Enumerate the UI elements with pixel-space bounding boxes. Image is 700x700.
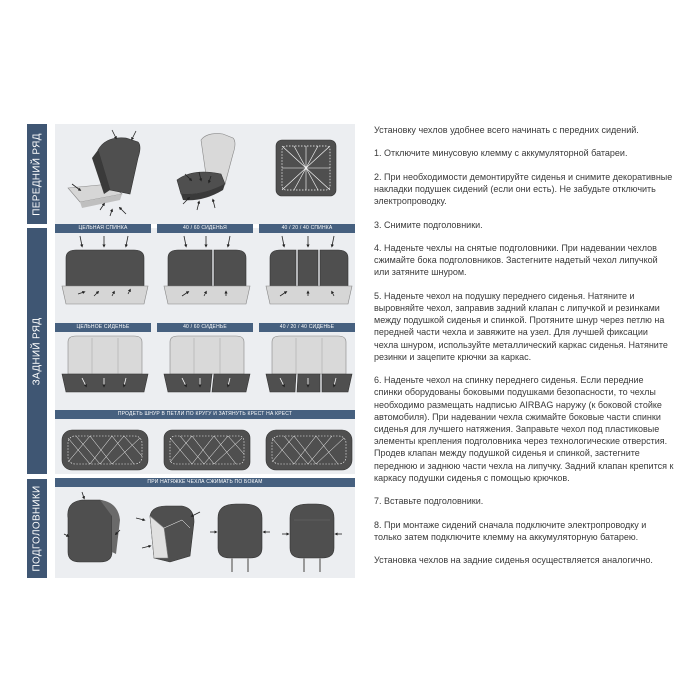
section-label-headrests xyxy=(27,479,47,578)
section-label-rear-row-text: ЗАДНИЙ РЯД xyxy=(31,317,43,385)
headrest-step-2-illustration xyxy=(134,498,206,574)
rear-solid-back-illustration xyxy=(58,232,152,320)
caption-front-4060: 40 / 60 СИДЕНЬЯ xyxy=(157,224,253,233)
section-label-front-row xyxy=(27,124,47,224)
caption-sides-tip: ПРИ НАТЯЖКЕ ЧЕХЛА СЖИМАТЬ ПО БОКАМ xyxy=(55,478,355,487)
instruction-intro: Установку чехлов удобнее всего начинать с передних сидений. xyxy=(374,125,639,135)
instruction-step-7: 7. Вставьте подголовники. xyxy=(374,496,484,507)
front-seat-402040-illustration xyxy=(268,132,346,210)
caption-rear-4060: 40 / 60 СИДЕНЬЕ xyxy=(157,323,253,332)
caption-rear-402040: 40 / 20 / 40 СИДЕНЬЕ xyxy=(259,323,355,332)
caption-cord-tip: ПРОДЕТЬ ШНУР В ПЕТЛИ ПО КРУГУ И ЗАТЯНУТЬ КРЕСТ НА КРЕСТ xyxy=(55,410,355,419)
front-seat-4060-illustration xyxy=(163,128,253,220)
instruction-step-5: 5. Наденьте чехол на подушку переднего сиденья. Натяните и выровняйте чехол, заправив задний клапан с липучкой и резинками между подушкой сиденья и спинкой. Протяните шнур через петлю на передней части чехла и завяжите на узел. Для лучшей фиксации чехла шнуром, используйте металлический каркас сиденья. Натяните резинки и зацепите крючки за каркас. xyxy=(374,290,668,362)
caption-front-solid: ЦЕЛЬНАЯ СПИНКА xyxy=(55,224,151,233)
section-label-headrests-text: ПОДГОЛОВНИКИ xyxy=(31,485,43,572)
caption-rear-solid: ЦЕЛЬНОЕ СИДЕНЬЕ xyxy=(55,323,151,332)
instruction-outro: Установка чехлов на задние сиденья осуществляется аналогично. xyxy=(374,555,653,566)
rear-4060-back-illustration xyxy=(160,232,254,320)
caption-front-402040: 40 / 20 / 40 СПИНКА xyxy=(259,224,355,233)
instruction-step-4: 4. Наденьте чехлы на снятые подголовники. При надевании чехлов сжимайте бока подголовников. Застегните надетый чехол липучкой или затяните шнуром. xyxy=(374,242,658,278)
lacing-4060-illustration xyxy=(162,426,252,474)
section-label-rear-row xyxy=(27,228,47,474)
lacing-solid-illustration xyxy=(60,426,150,474)
section-label-front-row-text: ПЕРЕДНИЙ РЯД xyxy=(31,132,43,216)
headrest-step-3-illustration xyxy=(208,498,272,574)
instruction-step-6: 6. Наденьте чехол на спинку переднего сиденья. Если передние спинки оборудованы боковыми подушками безопасности, то чехлы необходимо размещать надписью AIRBAG наружу (к боковой стойке автомобиля). При надевании чехла сжимайте боковые части спинки сиденья для лучшего натяжения. Заправьте чехол под пластиковые элементы крепления подголовника через технологические отверстия. Продев клапан между подушкой сиденья и спинкой, застегните переднюю и заднюю части чехла на липучку. Задний клапан крепится к каркасу подушки сиденья с помощью крючков. xyxy=(374,375,674,483)
rear-402040-back-illustration xyxy=(262,232,356,320)
instruction-step-3: 3. Снимите подголовники. xyxy=(374,219,483,230)
headrest-step-4-illustration xyxy=(280,498,344,574)
instructions-column xyxy=(374,124,674,578)
rear-402040-cushion-illustration xyxy=(262,334,356,406)
headrest-step-1-illustration xyxy=(60,490,132,574)
rear-solid-cushion-illustration xyxy=(58,334,152,406)
instruction-step-2: 2. При необходимости демонтируйте сиденья и снимите декоративные накладки подушек сидений (если они есть). Не забудьте отключить электропроводку. xyxy=(374,171,673,207)
front-seat-solid-back-illustration xyxy=(60,128,150,220)
lacing-402040-illustration xyxy=(264,426,354,474)
rear-4060-cushion-illustration xyxy=(160,334,254,406)
instruction-step-1: 1. Отключите минусовую клемму с аккумуляторной батареи. xyxy=(374,148,628,159)
instruction-step-8: 8. При монтаже сидений сначала подключите электропроводку и только затем подключите клемму на аккумуляторную батарею. xyxy=(374,519,647,542)
